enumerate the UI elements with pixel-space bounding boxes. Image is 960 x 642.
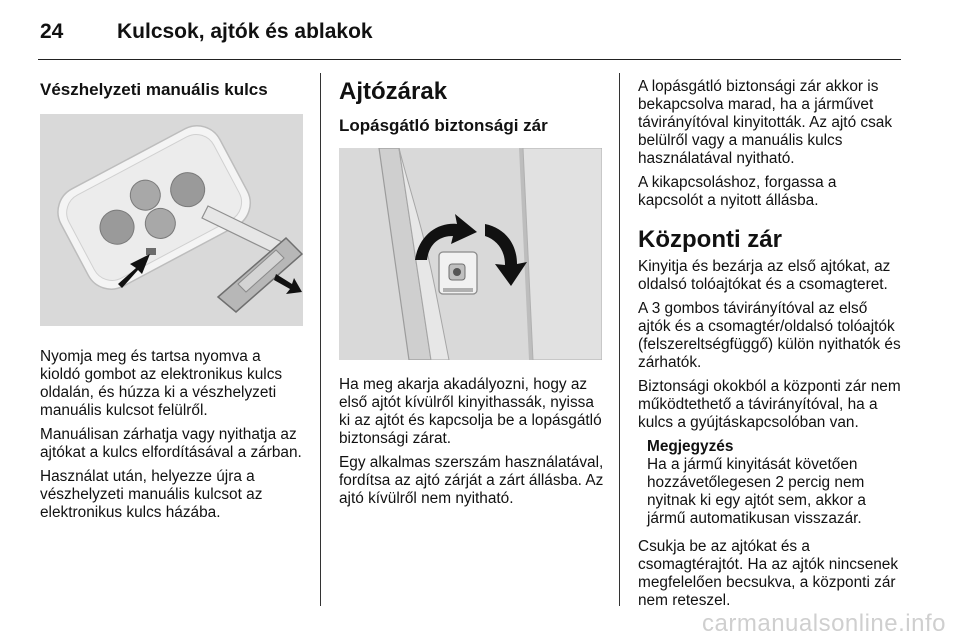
paragraph-emergency-key-2: Manuálisan zárhatja vagy nyithatja az ajtókat a kulcs elfordításával a zárban.: [40, 426, 302, 461]
paragraph-child-lock-1: Ha meg akarja akadályozni, hogy az első ajtót kívülről kinyithassák, nyissa ki az ajtót és kapcsolja be a lopásgátló biztonsági zárat.: [339, 376, 602, 447]
note-text: Ha a jármű kinyitását követően hozzávetőlegesen 2 percig nem nyitnak ki egy ajtót sem, akkor a jármű automatikusan visszazár.: [647, 456, 866, 527]
paragraph-child-lock-3: A lopásgátló biztonsági zár akkor is bekapcsolva marad, ha a járművet távirányítóval kinyitották. Az ajtó csak belülről vagy a manuális kulcs használatával nyitható.: [638, 78, 893, 167]
watermark: carmanualsonline.info: [702, 610, 946, 637]
note-box: [647, 438, 903, 528]
note-title: Megjegyzés: [647, 438, 734, 455]
page-number: 24: [40, 20, 64, 43]
paragraph-child-lock-4: A kikapcsoláshoz, forgassa a kapcsolót a nyitott állásba.: [638, 174, 837, 209]
key-card-drawing: [40, 114, 303, 326]
paragraph-child-lock-2: Egy alkalmas szerszám használatával, fordítsa az ajtó zárját a zárt állásba. Az ajtó kívülről nem nyitható.: [339, 454, 604, 507]
paragraph-emergency-key-3: Használat után, helyezze újra a vészhelyzeti manuális kulcsot az elektronikus kulcs házába.: [40, 468, 263, 521]
column-divider: [320, 73, 321, 606]
door-lock-drawing: [339, 148, 602, 360]
column-emergency-key: [40, 80, 305, 528]
paragraph-central-locking-4: Csukja be az ajtókat és a csomagtérajtót. Ha az ajtók nincsenek megfelelően becsukva, a központi zár nem reteszel.: [638, 538, 899, 609]
illustration-door-lock: [339, 148, 602, 360]
column-central-locking: [638, 78, 903, 616]
column-door-locks: [339, 78, 604, 514]
paragraph-central-locking-1: Kinyitja és bezárja az első ajtókat, az oldalsó tolóajtókat és a csomagteret.: [638, 258, 891, 293]
section-heading-door-locks: Ajtózárak: [339, 78, 448, 105]
illustration-emergency-key: [40, 114, 303, 326]
header-rule: [38, 59, 901, 60]
paragraph-emergency-key-1: Nyomja meg és tartsa nyomva a kioldó gombot az elektronikus kulcs oldalán, és húzza ki a vészhelyzeti manuális kulcsot felülről.: [40, 348, 283, 419]
paragraph-central-locking-2: A 3 gombos távirányítóval az első ajtók és a csomagtér/oldalsó tolóajtók (felszereltségfüggő) külön nyithatók és zárhatók.: [638, 300, 901, 371]
section-heading-central-locking: Központi zár: [638, 226, 782, 253]
running-title: Kulcsok, ajtók és ablakok: [117, 20, 373, 43]
section-heading-emergency-key: Vészhelyzeti manuális kulcs: [40, 80, 268, 99]
subheading-child-lock: Lopásgátló biztonsági zár: [339, 116, 548, 135]
paragraph-central-locking-3: Biztonsági okokból a központi zár nem működtethető a távirányítóval, ha a kulcs a gyújtáskapcsolóban van.: [638, 378, 901, 431]
column-divider: [619, 73, 620, 606]
